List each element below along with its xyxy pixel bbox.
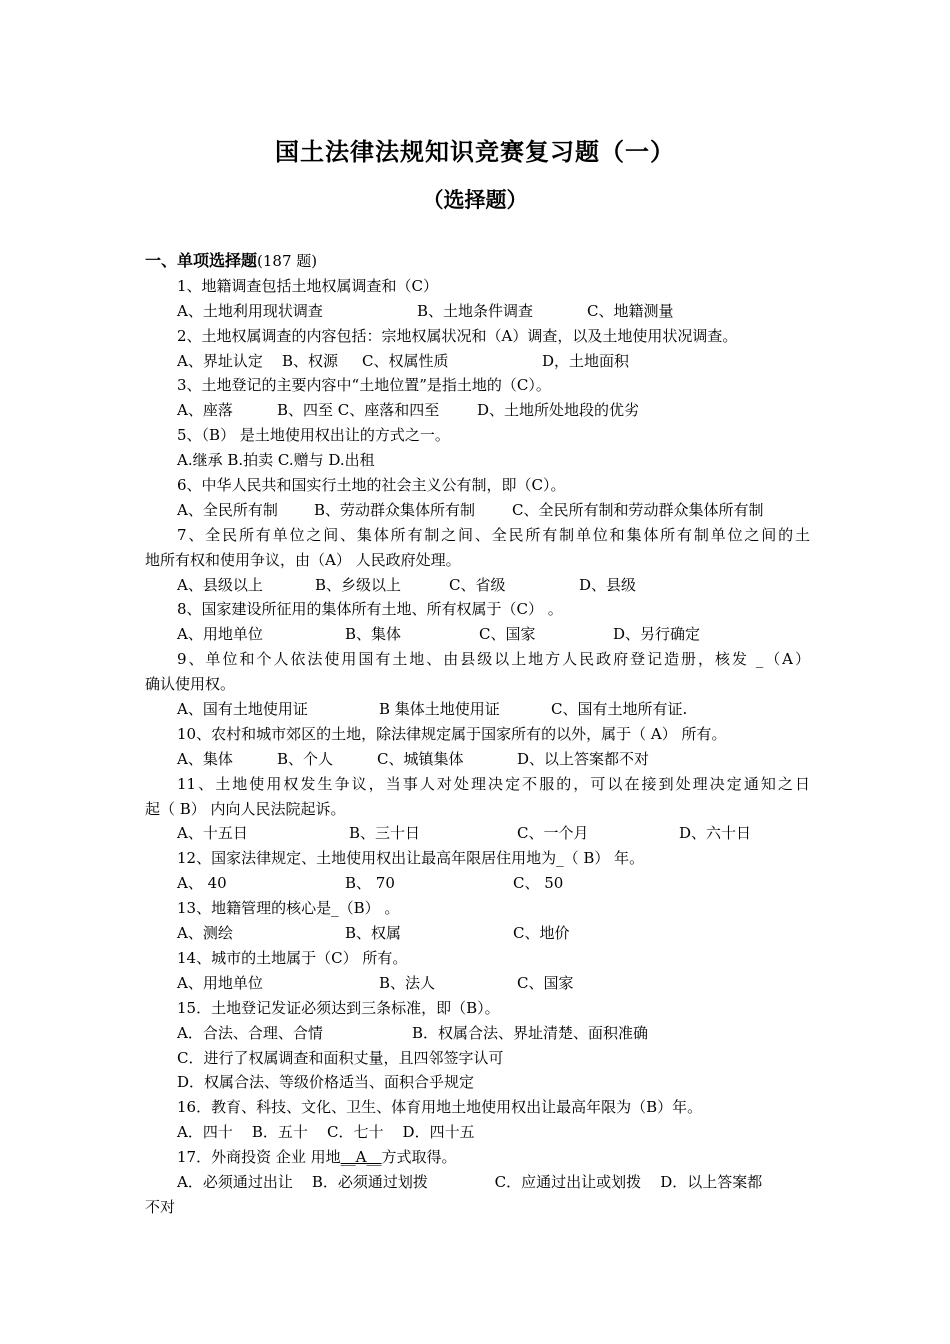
question-options [145,921,810,946]
question-stem: 10、农村和城市郊区的土地，除法律规定属于国家所有的以外，属于（ A） 所有。 [177,724,727,743]
question-stem: 13、地籍管理的核心是_（B） 。 [177,899,400,918]
question-options [145,821,810,846]
option: C、城镇集体 [377,749,464,768]
option: A、用地单位 [177,973,263,992]
option: D、土地所处地段的优劣 [477,401,640,420]
question-options: A．必须通过出让 B．必须通过划拨 C．应通过出让或划拨 D．以上答案都 [177,1172,763,1191]
question-stem: 3、土地登记的主要内容中“土地位置”是指土地的（C）。 [177,376,551,395]
question-options [145,622,810,647]
answer-blank: __A__ [340,1148,382,1167]
question-options [145,448,810,473]
option: A、测绘 [177,924,233,943]
question-stem [145,1145,810,1170]
option: B 集体土地使用证 [379,700,500,719]
option: D、另行确定 [613,625,701,644]
question-options [145,697,810,722]
option: B、劳动群众集体所有制 [314,500,476,519]
option: B、权源 [282,351,339,370]
option: B、个人 [277,749,334,768]
question-stem: 14、城市的土地属于（C） 所有。 [177,948,408,967]
question-stem: 5、（B） 是土地使用权出让的方式之一。 [177,426,450,445]
question-options: A．四十 B．五十 C．七十 D．四十五 [177,1123,475,1142]
option: C、权属性质 [362,351,449,370]
question-stem: 12、国家法律规定、土地使用权出让最高年限居住用地为_（ B） 年。 [177,849,645,868]
option: C、国有土地所有证. [551,700,688,719]
option: A、县级以上 [177,575,263,594]
question-stem: 2、土地权属调查的内容包括：宗地权属状况和（A）调查，以及土地使用状况调查。 [177,326,738,345]
option: C、地籍测量 [587,301,674,320]
question-options [145,349,810,374]
option: B、四至 C、座落和四至 [277,401,440,420]
option: D．权属合法、等级价格适当、面积合乎规定 [177,1073,475,1092]
question-stem: 6、中华人民共和国实行土地的社会主义公有制，即（C）。 [177,476,566,495]
question-options [145,299,810,324]
option: D，土地面积 [542,351,630,370]
page-title: 国土法律法规知识竞赛复习题（一） [275,137,675,166]
option: A、国有土地使用证 [177,700,308,719]
option: C、一个月 [517,824,589,843]
question-options [145,498,810,523]
question-stem-continued: 确认使用权。 [145,675,236,694]
question-options [145,971,810,996]
question-options [145,1021,810,1046]
question-stem: 9、单位和个人依法使用国有土地、由县级以上地方人民政府登记造册，核发 _（A） [177,650,810,669]
question-options [145,573,810,598]
question-stem: 15．土地登记发证必须达到三条标准，即（B）。 [177,998,500,1017]
question-stem-continued: 起（ B） 内向人民法院起诉。 [145,799,346,818]
option: B、 70 [345,874,395,893]
option: C．进行了权属调查和面积丈量，且四邻签字认可 [177,1048,504,1067]
option: D、六十日 [679,824,752,843]
option: B、土地条件调查 [417,301,534,320]
option: A、土地利用现状调查 [177,301,323,320]
section-heading [145,249,810,274]
option: A、用地单位 [177,625,263,644]
option: A、座落 [177,401,233,420]
question-options [145,398,810,423]
option: B．权属合法、界址清楚、面积准确 [412,1023,649,1042]
document-body [145,249,810,1220]
option: C、地价 [513,924,570,943]
option: C、省级 [449,575,506,594]
section-count: (187 题) [257,252,318,270]
option: C、全民所有制和劳动群众集体所有制 [512,500,764,519]
option: B、三十日 [349,824,421,843]
option: B、集体 [345,625,402,644]
option: B、权属 [345,924,402,943]
option: C、 50 [513,874,564,893]
option: A、界址认定 [177,351,263,370]
option: A、 40 [177,874,227,893]
option: A.继承 B.拍卖 C.赠与 D.出租 [177,451,375,470]
question-stem: 8、国家建设所征用的集体所有土地、所有权属于（C） 。 [177,600,563,619]
page-subtitle: （选择题） [422,187,528,212]
section-title: 一、单项选择题 [145,251,258,270]
question-stem: 7、全民所有单位之间、集体所有制之间、全民所有制单位和集体所有制单位之间的土 [177,525,810,544]
option: A、集体 [177,749,233,768]
question-stem: 11、土地使用权发生争议，当事人对处理决定不服的，可以在接到处理决定通知之日 [177,774,810,793]
option: A、全民所有制 [177,500,278,519]
option: D、县级 [579,575,637,594]
question-options-continued: 不对 [145,1197,176,1216]
option: D、以上答案都不对 [517,749,650,768]
option: A、十五日 [177,824,248,843]
question-stem: 16．教育、科技、文化、卫生、体育用地土地使用权出让最高年限为（B）年。 [177,1098,703,1117]
question-stem-continued: 地所有权和使用争议，由（A） 人民政府处理。 [145,550,461,569]
question-stem-text: 17．外商投资 企业 用地 [177,1148,341,1167]
question-options [145,871,810,896]
option: B、乡级以上 [315,575,402,594]
question-stem-text: 方式取得。 [381,1148,457,1167]
option: B、法人 [379,973,436,992]
option: C、国家 [517,973,574,992]
option: A．合法、合理、合情 [177,1023,323,1042]
option: C、国家 [479,625,536,644]
question-stem: 1、地籍调查包括土地权属调查和（C） [177,276,439,295]
question-options [145,747,810,772]
